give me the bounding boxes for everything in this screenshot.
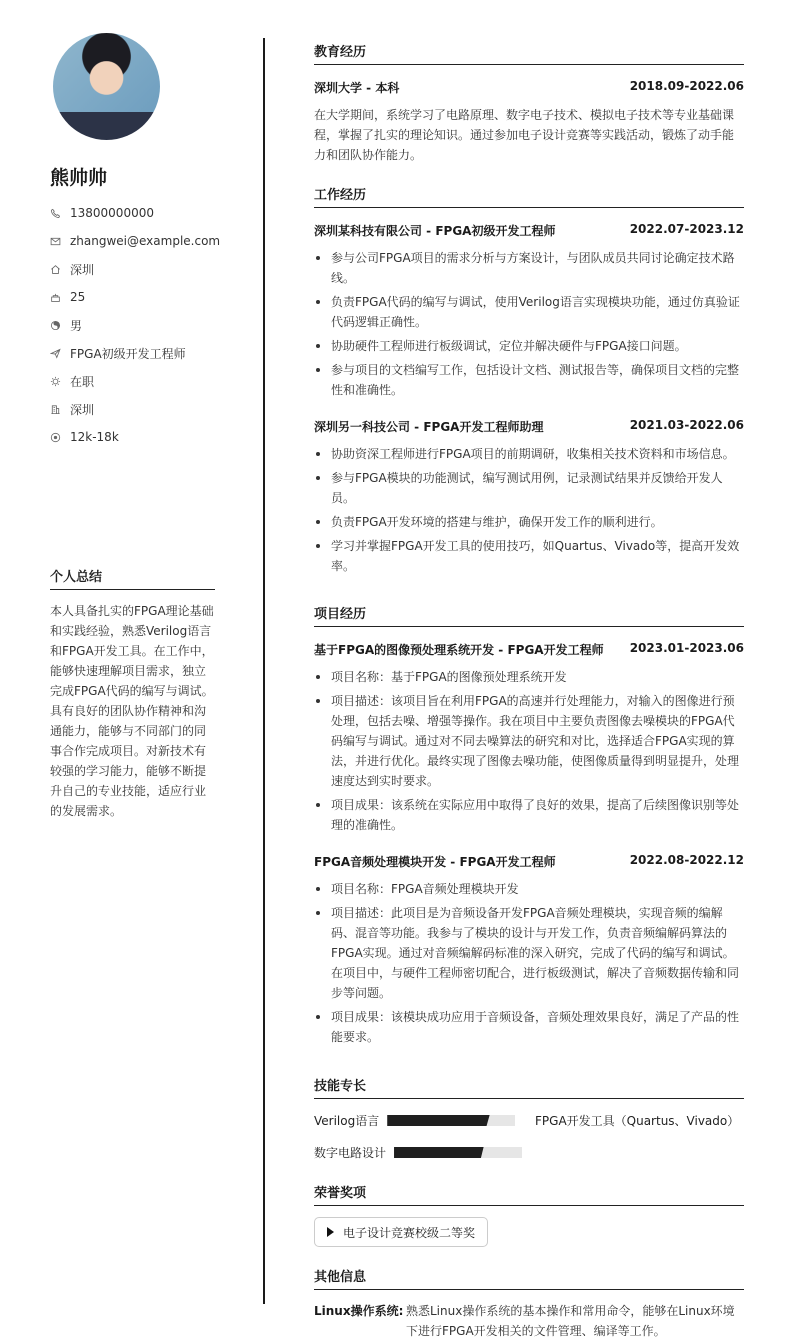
info-text: 12k-18k [70, 430, 119, 444]
job-period: 2022.07-2023.12 [629, 222, 744, 236]
list-item: 参与公司FPGA项目的需求分析与方案设计，与团队成员共同讨论确定技术路线。 [314, 248, 744, 288]
info-text: zhangwei@example.com [70, 234, 221, 248]
status-icon [50, 376, 61, 387]
job-duties [314, 444, 744, 580]
list-item: 项目描述：该项目旨在利用FPGA的高速并行处理能力，对输入的图像进行预处理，包括去噪、增强等操作。我在项目中主要负责图像去噪模块的FPGA代码编写与调试。通过对不同去噪算法的研究和对比，选择适合FPGA实现的算法，并进行优化。最终实现了图像去噪功能，使图像质量得到明显提升，处理速度达到实时要求。 [314, 691, 744, 791]
gender-icon [50, 320, 61, 331]
job-header [314, 222, 744, 239]
summary-heading: 个人总结 [50, 566, 215, 590]
summary-text: 本人具备扎实的FPGA理论基础和实践经验，熟悉Verilog语言和FPGA开发工具。在工作中，能够快速理解项目需求，独立完成FPGA代码的编写与调试。具有良好的团队协作精神和沟通能力，能够与不同部门的同事合作完成项目。对新技术有较强的学习能力，能够不断提升自己的专业技能，适应行业的发展需求。 [50, 604, 214, 818]
info-position [50, 344, 186, 362]
info-text: 深圳 [70, 402, 95, 417]
skill-bar [394, 1147, 522, 1158]
building-icon [50, 404, 61, 415]
info-text: FPGA初级开发工程师 [70, 346, 186, 361]
list-item: 协助资深工程师进行FPGA项目的前期调研，收集相关技术资料和市场信息。 [314, 444, 744, 464]
list-item: 项目名称：基于FPGA的图像预处理系统开发 [314, 667, 744, 687]
project-header [314, 641, 744, 658]
list-item: 学习并掌握FPGA开发工具的使用技巧，如Quartus、Vivado等，提高开发效率。 [314, 536, 744, 576]
list-item: 负责FPGA开发环境的搭建与维护，确保开发工作的顺利进行。 [314, 512, 744, 532]
info-salary [50, 428, 119, 446]
info-text: 13800000000 [70, 206, 154, 220]
info-text: 男 [70, 318, 83, 333]
info-email [50, 232, 220, 250]
salary-icon [50, 432, 61, 443]
project-title: 基于FPGA的图像预处理系统开发 - FPGA开发工程师 [314, 643, 604, 657]
other-heading: 其他信息 [314, 1266, 744, 1290]
plane-icon [50, 348, 61, 359]
info-phone [50, 204, 154, 222]
skill-item [535, 1112, 739, 1129]
other-label: Linux操作系统: [314, 1304, 404, 1318]
job-title: 深圳另一科技公司 - FPGA开发工程师助理 [314, 420, 544, 434]
other-value: 熟悉Linux操作系统的基本操作和常用命令，能够在Linux环境下进行FPGA开发相关的文件管理、编译等工作。 [406, 1304, 735, 1338]
project-period: 2022.08-2022.12 [629, 853, 744, 867]
other-info-row [314, 1301, 744, 1341]
list-item: 项目成果：该系统在实际应用中取得了良好的效果，提高了后续图像识别等处理的准确性。 [314, 795, 744, 835]
avatar [53, 33, 160, 140]
project-header [314, 853, 744, 870]
project-details [314, 667, 744, 839]
age-icon [50, 292, 61, 303]
project-title: FPGA音频处理模块开发 - FPGA开发工程师 [314, 855, 556, 869]
list-item: 项目成果：该模块成功应用于音频设备，音频处理效果良好，满足了产品的性能要求。 [314, 1007, 744, 1047]
skill-bar [387, 1115, 515, 1126]
project-period: 2023.01-2023.06 [629, 641, 744, 655]
job-period: 2021.03-2022.06 [629, 418, 744, 432]
education-period: 2018.09-2022.06 [629, 79, 744, 93]
info-city [50, 400, 94, 418]
list-item: 参与FPGA模块的功能测试，编写测试用例，记录测试结果并反馈给开发人员。 [314, 468, 744, 508]
info-location [50, 260, 94, 278]
education-description: 在大学期间，系统学习了电路原理、数字电子技术、模拟电子技术等专业基础课程，掌握了扎实的理论知识。通过参加电子设计竞赛等实践活动，锻炼了动手能力和团队协作能力。 [314, 108, 735, 162]
play-icon [327, 1227, 334, 1237]
skill-fill [387, 1115, 489, 1126]
info-gender [50, 316, 82, 334]
work-heading: 工作经历 [314, 184, 744, 208]
education-heading: 教育经历 [314, 41, 744, 65]
school-name: 深圳大学 - 本科 [314, 81, 400, 95]
skills-heading: 技能专长 [314, 1075, 744, 1099]
skill-name: Verilog语言 [314, 1114, 380, 1128]
column-divider [263, 38, 265, 1304]
honors-heading: 荣誉奖项 [314, 1182, 744, 1206]
award-item[interactable] [314, 1217, 488, 1247]
award-name: 电子设计竞赛校级二等奖 [343, 1225, 476, 1240]
list-item: 项目名称：FPGA音频处理模块开发 [314, 879, 744, 899]
job-title: 深圳某科技有限公司 - FPGA初级开发工程师 [314, 224, 556, 238]
info-age [50, 288, 85, 306]
skill-name: FPGA开发工具（Quartus、Vivado） [535, 1114, 740, 1128]
education-header [314, 79, 744, 96]
mail-icon [50, 236, 61, 247]
info-text: 25 [70, 290, 86, 304]
list-item: 参与项目的文档编写工作，包括设计文档、测试报告等，确保项目文档的完整性和准确性。 [314, 360, 744, 400]
home-icon [50, 264, 61, 275]
info-text: 深圳 [70, 262, 95, 277]
candidate-name: 熊帅帅 [50, 167, 108, 189]
skill-item [314, 1112, 515, 1129]
info-text: 在职 [70, 374, 95, 389]
list-item: 负责FPGA代码的编写与调试，使用Verilog语言实现模块功能，通过仿真验证代码逻辑正确性。 [314, 292, 744, 332]
list-item: 协助硬件工程师进行板级调试，定位并解决硬件与FPGA接口问题。 [314, 336, 744, 356]
job-header [314, 418, 744, 435]
job-duties [314, 248, 744, 404]
project-details [314, 879, 744, 1051]
skill-item [314, 1144, 522, 1161]
skill-fill [394, 1147, 484, 1158]
projects-heading: 项目经历 [314, 603, 744, 627]
list-item: 项目描述：此项目是为音频设备开发FPGA音频处理模块，实现音频的编解码、混音等功能。我参与了模块的设计与开发工作，负责音频编解码算法的FPGA实现。通过对音频编解码标准的深入研究，完成了代码的编写和调试。在项目中，与硬件工程师密切配合，进行板级测试，解决了音频数据传输和同步等问题。 [314, 903, 744, 1003]
info-status [50, 372, 94, 390]
skill-name: 数字电路设计 [314, 1146, 387, 1160]
phone-icon [50, 208, 61, 219]
